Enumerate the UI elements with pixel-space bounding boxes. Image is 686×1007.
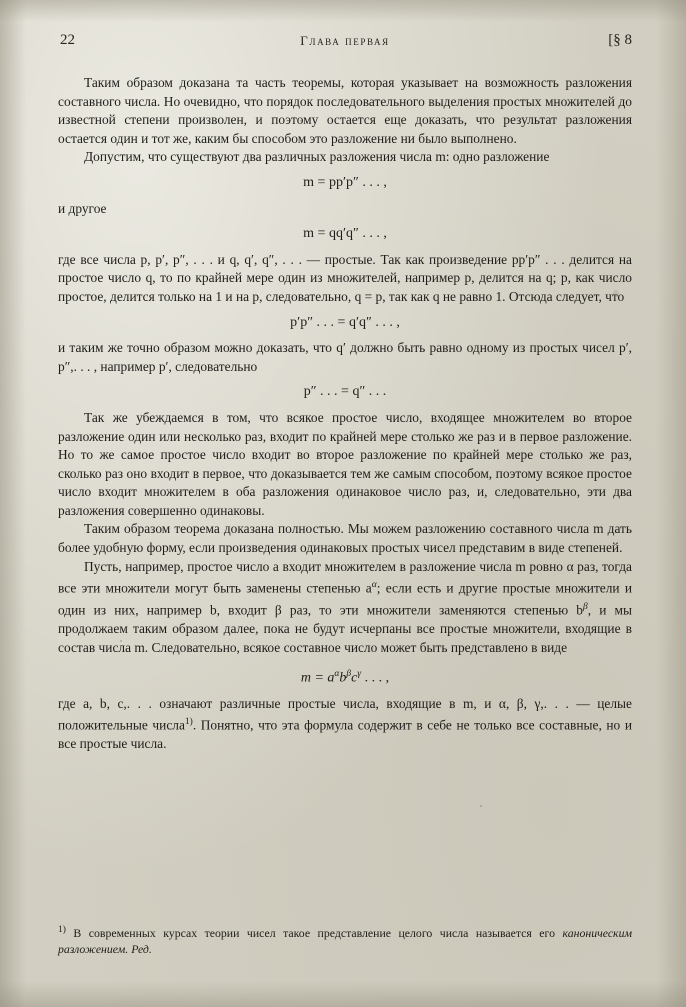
paragraph-8-part-b: ; если есть и другие простые множители и один из них, например b, входит β раз, то эти множители заменяются степенью b: [58, 580, 632, 618]
paper-speck-2: [480, 805, 482, 807]
equation-5-tail: . . . ,: [361, 670, 390, 686]
paragraph-8-part-a: Пусть, например, простое число a входит множителем в разложение числа m ровно α раз, тогда все эти множители могут быть заменены степенью a: [58, 558, 632, 596]
exponent-gamma-1: γ: [357, 668, 362, 679]
footnote-reference[interactable]: 1): [184, 717, 193, 728]
equation-1: m = pp′p″ . . . ,: [303, 174, 387, 190]
equation-4: p″ . . . = q″ . . .: [303, 384, 387, 400]
paragraph-9: [58, 695, 632, 754]
paragraph-5: и таким же точно образом можно доказать, что q′ должно быть равно одному из простых чисел p′, p″,. . . , например p′, следовательно: [58, 340, 632, 374]
paragraph-8-part-c: , и мы продолжаем таким образом далее, пока не будут исчерпаны все простые множители, входящие в состав числа m. Следовательно, всякое составное число может быть представлено в виде: [58, 602, 632, 655]
exponent-alpha-1: α: [371, 580, 377, 591]
footnote-block: [58, 922, 632, 958]
page-edge-shadow-bottom: [0, 981, 686, 1007]
page-edge-shadow-right: [656, 0, 686, 1007]
paragraph-1: Таким образом доказана та часть теоремы, которая указывает на возможность разложения составного числа. Но очевидно, что порядок последовательного выделения простых множителей до известной степени произволен, и поэтому остается еще доказать, что результат разложения остается один и тот же, каким бы способом это разложение ни было выполнено.: [58, 75, 632, 146]
page-edge-shadow-left: [0, 0, 26, 1007]
page-text-block: [58, 32, 632, 754]
equation-5-c: c: [351, 670, 358, 686]
section-marker: [§ 8: [608, 32, 632, 48]
paragraph-9-part-a: где a, b, c,. . . означают различные простые числа, входящие в m, и α, β, γ,. . . — целые положительные числа: [58, 695, 632, 733]
equation-5: [58, 665, 632, 688]
chapter-title: Глава первая: [300, 33, 390, 48]
equation-3: p′p″ . . . = q′q″ . . . ,: [290, 314, 400, 330]
running-head: [58, 32, 632, 54]
equation-5-base: m = a: [300, 670, 335, 686]
equation-5-b: b: [339, 670, 347, 686]
page-edge-shadow-top: [0, 0, 686, 22]
exponent-alpha-2: α: [334, 668, 340, 679]
paragraph-4: где все числа p, p′, p″, . . . и q, q′, q″, . . . — простые. Так как произведение pp′p″ . . . делится на простое число q, то по крайней мере один из множителей, например p, делится на q; p, как число простое, делится только на 1 и на p, следовательно, q = p, так как q не равно 1. Отсюда следует, что: [58, 251, 632, 304]
exponent-beta-1: β: [582, 602, 588, 613]
paper-speck-3: [300, 120, 302, 122]
paragraph-2: Допустим, что существуют два различных разложения числа m: одно разложение: [84, 149, 550, 165]
body-text: [58, 74, 632, 754]
exponent-beta-2: β: [346, 668, 352, 679]
paragraph-3: и другое: [58, 200, 107, 216]
paper-speck-1: [120, 640, 122, 642]
footnote-marker: 1): [58, 925, 66, 935]
paragraph-7: Таким образом теорема доказана полностью. Мы можем разложению составного числа m дать более удобную форму, если произведения одинаковых простых чисел представим в виде степеней.: [58, 521, 632, 556]
footnote-editor-note: Ред.: [131, 942, 152, 957]
footnote-italic-term: каноническим разложением.: [58, 925, 632, 957]
paragraph-6: Так же убеждаемся в том, что всякое простое число, входящее множителем во второе разложение один или несколько раз, входит по крайней мере столько же раз и в первое разложение. Но то же самое простое число входит во второе разложение по крайней мере столько же раз, сколько раз оно входит в первое, что доказывается тем же самым способом, поэтому всякое простое число входит множителем в оба разложения одинаковое число раз, и, следовательно, эти два разложения совершенно одинаковы.: [58, 409, 632, 518]
footnote-text: В современных курсах теории чисел такое представление целого числа называется его: [65, 925, 563, 940]
page-number: 22: [60, 32, 75, 48]
paragraph-9-part-b: . Понятно, что эта формула содержит в себе не только все составные, но и все простые числа.: [58, 717, 633, 752]
paragraph-8: [58, 558, 632, 658]
equation-2: m = qq′q″ . . . ,: [303, 226, 387, 242]
